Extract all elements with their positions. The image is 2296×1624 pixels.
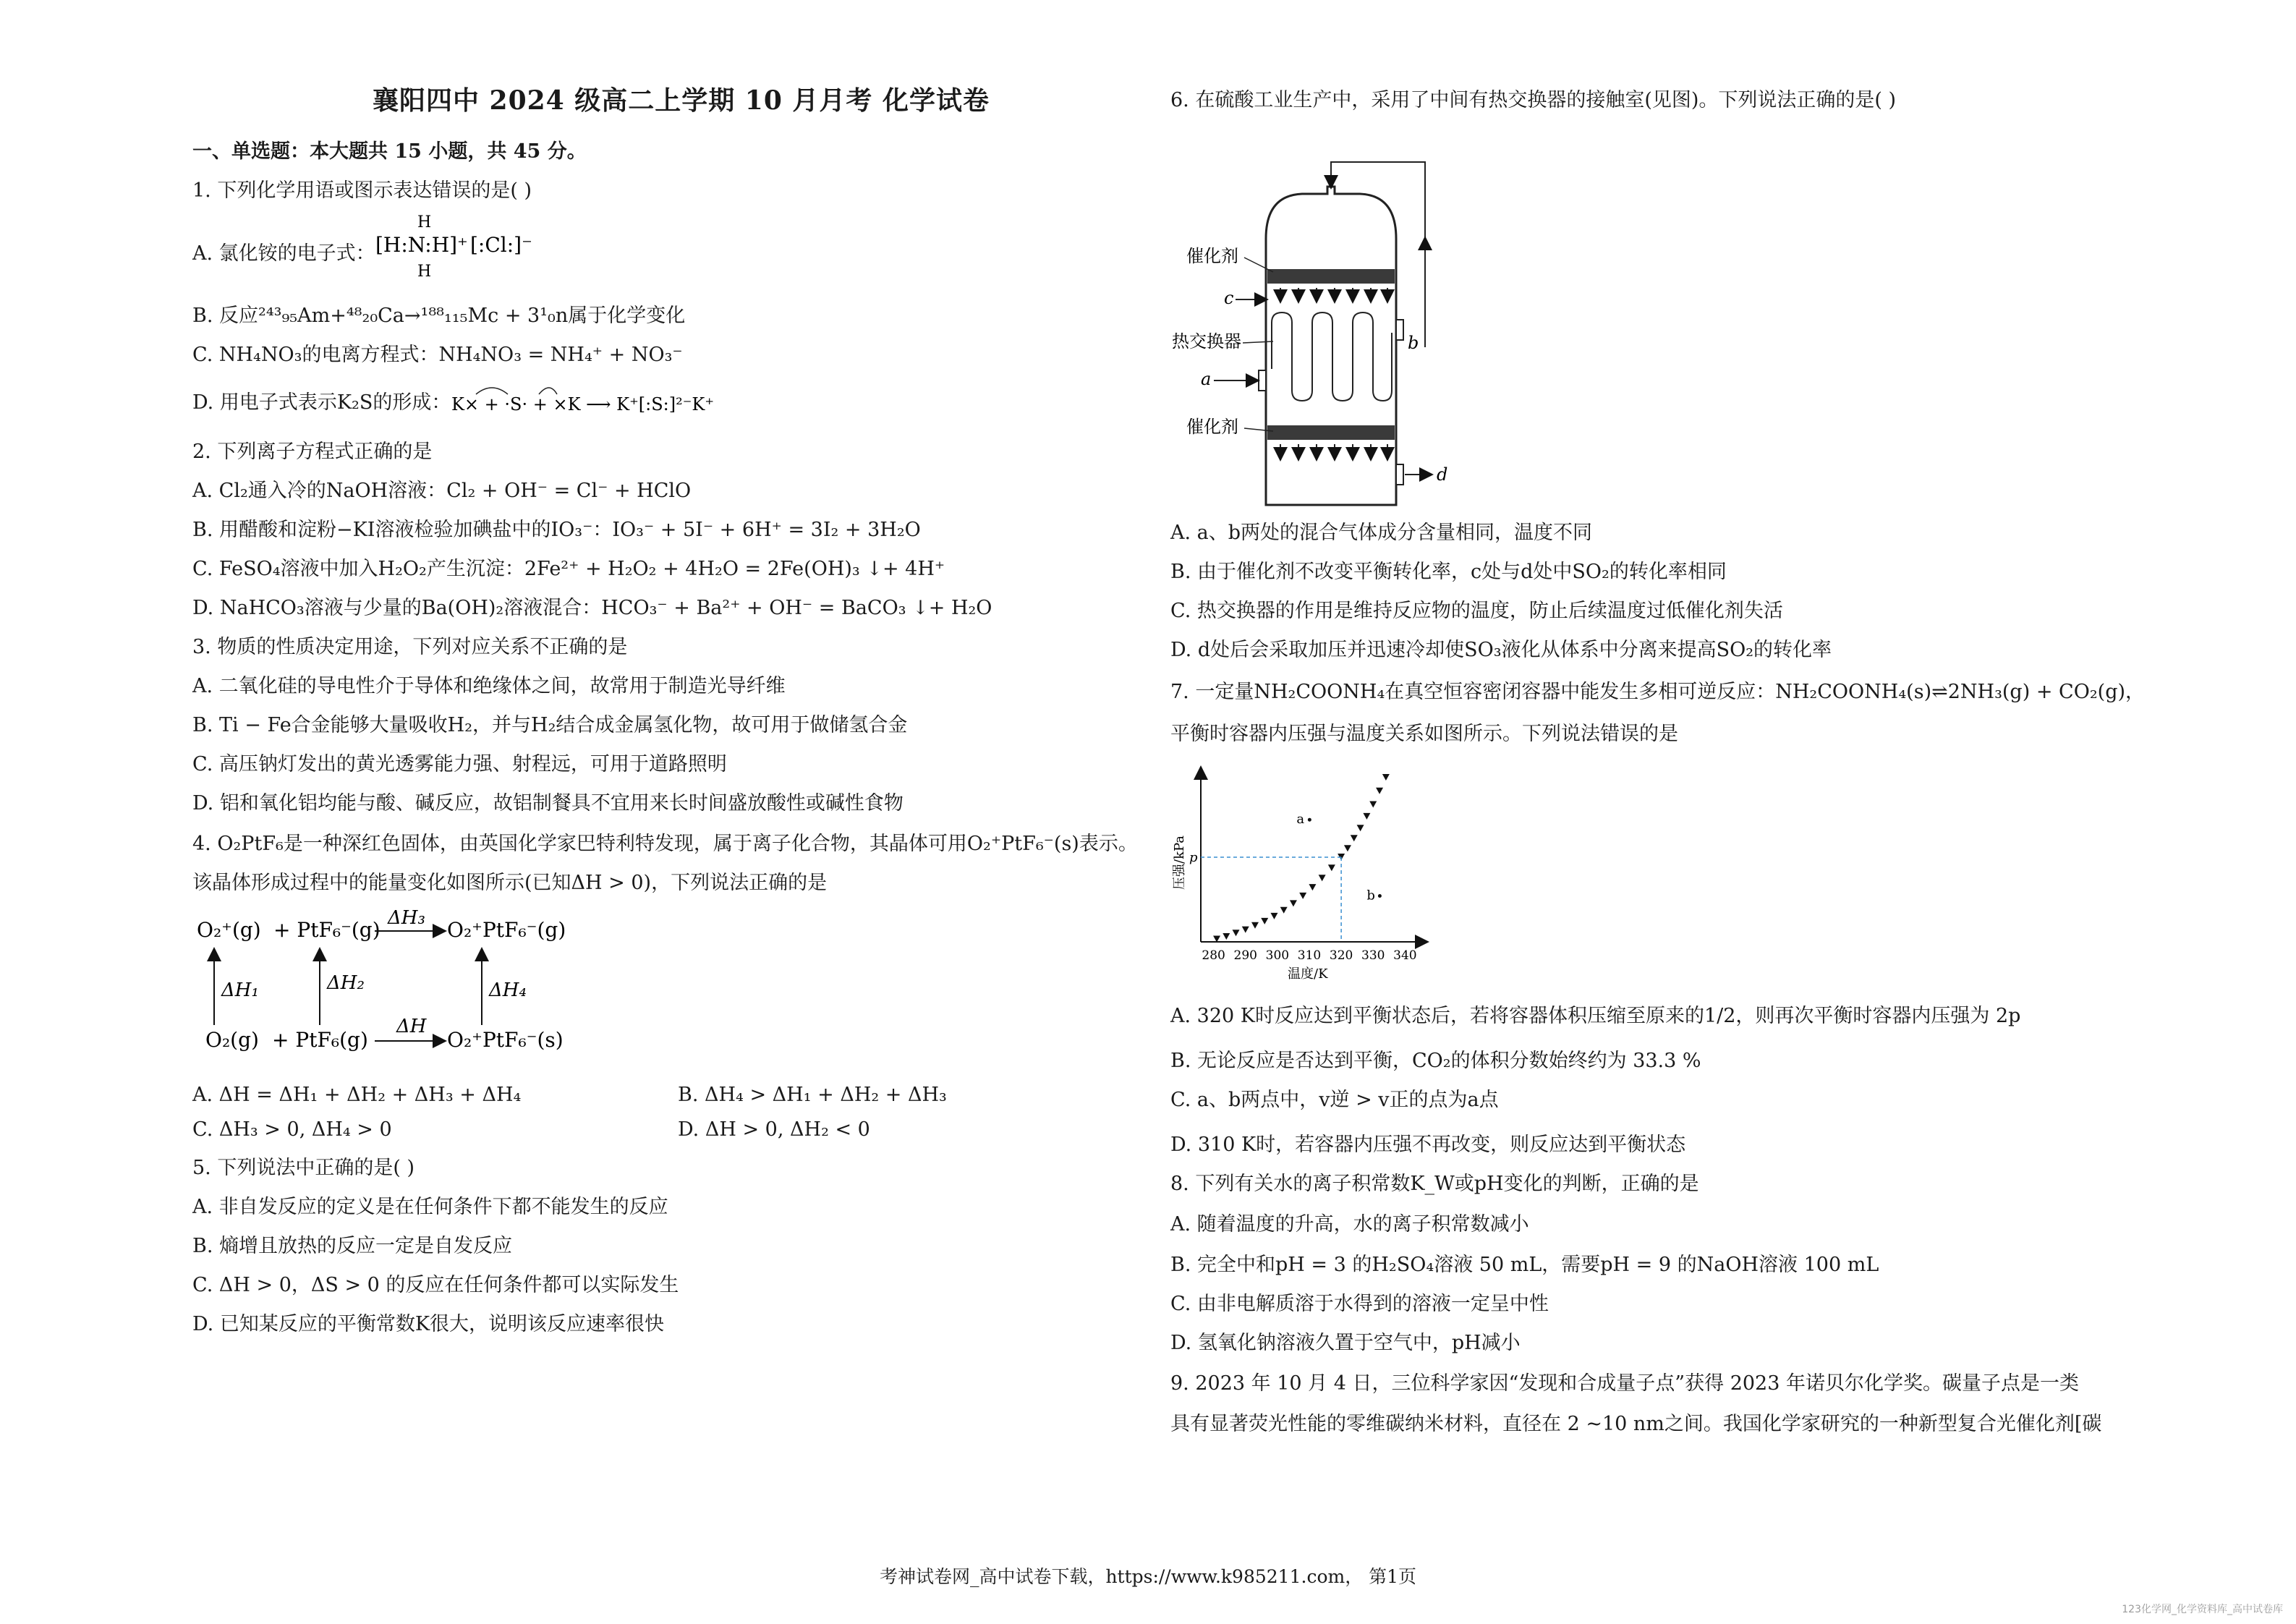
q6-stem: 6. 在硫酸工业生产中，采用了中间有热交换器的接触室(见图)。下列说法正确的是( ) bbox=[1170, 89, 1897, 111]
q7-option-c: C. a、b两点中，v逆 > v正的点为a点 bbox=[1170, 1089, 1499, 1111]
q2-stem: 2. 下列离子方程式正确的是 bbox=[192, 441, 433, 463]
heat-exchanger-coil bbox=[1272, 313, 1392, 401]
data-point bbox=[1351, 835, 1358, 841]
q4-stem-2: 该晶体形成过程中的能量变化如图所示(已知ΔH > 0)，下列说法正确的是 bbox=[192, 872, 828, 894]
x-tick-label: 300 bbox=[1265, 948, 1290, 963]
data-point bbox=[1270, 913, 1277, 919]
k2s-equation: K× + ·S· + ×K ⟶ K⁺[:S:]²⁻K⁺ bbox=[451, 394, 714, 414]
q4-stem-1: 4. O₂PtF₆是一种深红色固体，由英国化学家巴特利特发现，属于离子化合物，其晶体可用O₂⁺PtF₆⁻(s)表示。 bbox=[192, 833, 1138, 855]
label-dh: ΔH bbox=[396, 1016, 427, 1037]
q2-option-d: D. NaHCO₃溶液与少量的Ba(OH)₂溶液混合：HCO₃⁻ + Ba²⁺ + OH⁻ = BaCO₃ ↓+ H₂O bbox=[192, 597, 992, 619]
q6-option-c: C. 热交换器的作用是维持反应物的温度，防止后续温度过低催化剂失活 bbox=[1170, 600, 1783, 622]
flow-arrows-bottom bbox=[1280, 444, 1387, 459]
data-point bbox=[1328, 864, 1335, 871]
port-b bbox=[1396, 320, 1403, 340]
label-dh2: ΔH₂ bbox=[327, 972, 365, 994]
heat-exchanger-label: 热交换器 bbox=[1172, 331, 1241, 352]
watermark: 123化学网_化学资料库_高中试卷库 bbox=[2122, 1604, 2283, 1615]
catalyst-label-bottom: 催化剂 bbox=[1186, 417, 1238, 437]
q8-option-b: B. 完全中和pH = 3 的H₂SO₄溶液 50 mL，需要pH = 9 的NaOH溶液 100 mL bbox=[1170, 1254, 1879, 1276]
q5-option-c: C. ΔH > 0，ΔS > 0 的反应在任何条件都可以实际发生 bbox=[192, 1274, 679, 1296]
port-a bbox=[1259, 370, 1266, 391]
pressure-temperature-chart bbox=[1165, 760, 1432, 984]
q2-option-c: C. FeSO₄溶液中加入H₂O₂产生沉淀：2Fe²⁺ + H₂O₂ + 4H₂O = 2Fe(OH)₃ ↓+ 4H⁺ bbox=[192, 558, 945, 580]
q6-option-b: B. 由于催化剂不改变平衡转化率，c处与d处中SO₂的转化率相同 bbox=[1170, 561, 1727, 583]
data-point bbox=[1242, 927, 1249, 933]
q6-option-a: A. a、b两处的混合气体成分含量相同，温度不同 bbox=[1170, 522, 1593, 544]
annotation-dot bbox=[1378, 894, 1382, 898]
formula-h-bottom: H bbox=[417, 263, 432, 281]
x-tick-label: 310 bbox=[1297, 948, 1322, 963]
data-point bbox=[1344, 845, 1351, 851]
flow-arrows-top bbox=[1280, 288, 1387, 301]
q8-stem: 8. 下列有关水的离子积常数K_W或pH变化的判断，正确的是 bbox=[1170, 1173, 1699, 1195]
q3-option-c: C. 高压钠灯发出的黄光透雾能力强、射程远，可用于道路照明 bbox=[192, 753, 727, 775]
data-point bbox=[1290, 900, 1297, 906]
port-d bbox=[1396, 464, 1403, 485]
q1-option-a: A. 氯化铵的电子式： bbox=[192, 242, 375, 265]
q1-stem: 1. 下列化学用语或图示表达错误的是( ) bbox=[192, 179, 532, 202]
data-point bbox=[1369, 801, 1377, 807]
q5-stem: 5. 下列说法中正确的是( ) bbox=[192, 1157, 414, 1179]
catalyst-pointer-top bbox=[1244, 258, 1273, 272]
q4-option-d: D. ΔH > 0, ΔH₂ < 0 bbox=[678, 1118, 870, 1141]
q2-option-b: B. 用醋酸和淀粉−KI溶液检验加碘盐中的IO₃⁻：IO₃⁻ + 5I⁻ + 6H⁺ = 3I₂ + 3H₂O bbox=[192, 519, 921, 541]
q4-option-b: B. ΔH₄ > ΔH₁ + ΔH₂ + ΔH₃ bbox=[678, 1084, 947, 1106]
y-tick-p: p bbox=[1189, 850, 1198, 865]
catalyst-bed-bottom bbox=[1267, 425, 1395, 440]
data-point bbox=[1309, 884, 1316, 890]
label-a: a bbox=[1201, 369, 1212, 389]
energy-cycle-diagram bbox=[192, 908, 583, 1067]
q7-option-d: D. 310 K时，若容器内压强不再改变，则反应达到平衡状态 bbox=[1170, 1134, 1686, 1156]
q8-option-d: D. 氢氧化钠溶液久置于空气中，pH减小 bbox=[1170, 1332, 1521, 1354]
q9-stem-1: 9. 2023 年 10 月 4 日，三位科学家因“发现和合成量子点”获得 2023 年诺贝尔化学奖。碳量子点是一类 bbox=[1170, 1372, 2079, 1395]
q6-option-d: D. d处后会采取加压并迅速冷却使SO₃液化从体系中分离来提高SO₂的转化率 bbox=[1170, 639, 1832, 661]
energy-bottom-salt: O₂⁺PtF₆⁻(s) bbox=[447, 1028, 564, 1052]
section-heading: 一、单选题：本大题共 15 小题，共 45 分。 bbox=[192, 140, 587, 163]
ammonium-chloride-formula bbox=[373, 211, 546, 284]
label-c: c bbox=[1224, 288, 1234, 308]
data-point bbox=[1376, 788, 1383, 794]
data-point bbox=[1261, 918, 1268, 924]
data-points bbox=[1201, 774, 1390, 942]
q3-stem: 3. 物质的性质决定用途，下列对应关系不正确的是 bbox=[192, 636, 628, 658]
x-tick-label: 330 bbox=[1361, 948, 1385, 963]
q7-option-b: B. 无论反应是否达到平衡，CO₂的体积分数始终约为 33.3 % bbox=[1170, 1050, 1701, 1072]
catalyst-label-top: 催化剂 bbox=[1186, 246, 1238, 266]
q4-option-a: A. ΔH = ΔH₁ + ΔH₂ + ΔH₃ + ΔH₄ bbox=[192, 1084, 522, 1106]
energy-bottom-o2: O₂(g) bbox=[205, 1028, 259, 1052]
page-title: 襄阳四中 2024 级高二上学期 10 月月考 化学试卷 bbox=[373, 85, 990, 116]
q9-stem-2: 具有显著荧光性能的零维碳纳米材料，直径在 2 ~10 nm之间。我国化学家研究的一种新型复合光催化剂[碳 bbox=[1170, 1413, 2102, 1435]
page-footer: 考神试卷网_高中试卷下载，https://www.k985211.com， 第1页 bbox=[879, 1566, 1417, 1587]
q5-option-a: A. 非自发反应的定义是在任何条件下都不能发生的反应 bbox=[192, 1196, 668, 1218]
formula-chloride: [:Cl:]⁻ bbox=[470, 233, 532, 257]
annotation-b: b bbox=[1366, 888, 1375, 904]
q5-option-b: B. 熵增且放热的反应一定是自发反应 bbox=[192, 1235, 513, 1257]
data-point bbox=[1319, 875, 1326, 881]
vessel-outline bbox=[1266, 187, 1396, 505]
q1-option-c: C. NH₄NO₃的电离方程式：NH₄NO₃ = NH₄⁺ + NO₃⁻ bbox=[192, 344, 683, 366]
k2s-formation-diagram bbox=[448, 380, 738, 423]
reactor-diagram bbox=[1157, 152, 1461, 514]
label-dh4: ΔH₄ bbox=[489, 979, 527, 1001]
energy-top-o2: O₂⁺(g) bbox=[197, 918, 261, 942]
q2-option-a: A. Cl₂通入冷的NaOH溶液：Cl₂ + OH⁻ = Cl⁻ + HClO bbox=[192, 480, 692, 502]
q7-option-a: A. 320 K时反应达到平衡状态后，若将容器体积压缩至原来的1/2，则再次平衡时容器内压强为 2p bbox=[1170, 1005, 2021, 1027]
q8-option-c: C. 由非电解质溶于水得到的溶液一定呈中性 bbox=[1170, 1293, 1549, 1315]
x-tick-label: 340 bbox=[1393, 948, 1417, 963]
data-point bbox=[1299, 893, 1306, 899]
annotation-dot bbox=[1308, 818, 1311, 822]
data-point bbox=[1280, 907, 1288, 914]
q1-option-d: D. 用电子式表示K₂S的形成： bbox=[192, 391, 451, 414]
heat-exchanger-pointer bbox=[1243, 341, 1273, 343]
q1-option-b: B. 反应²⁴³₉₅Am+⁴⁸₂₀Ca→¹⁸⁸₁₁₅Mc + 3¹₀n属于化学变化 bbox=[192, 305, 686, 327]
data-point bbox=[1233, 930, 1240, 936]
data-point bbox=[1223, 933, 1230, 940]
data-point bbox=[1251, 922, 1259, 929]
q4-option-c: C. ΔH₃ > 0, ΔH₄ > 0 bbox=[192, 1118, 392, 1141]
q5-option-d: D. 已知某反应的平衡常数K很大，说明该反应速率很快 bbox=[192, 1313, 665, 1335]
catalyst-bed-top bbox=[1267, 269, 1395, 284]
annotation-a: a bbox=[1296, 812, 1305, 828]
x-tick-labels bbox=[1202, 948, 1416, 963]
q3-option-d: D. 铝和氧化铝均能与酸、碱反应，故铝制餐具不宜用来长时间盛放酸性或碱性食物 bbox=[192, 792, 903, 815]
q8-option-a: A. 随着温度的升高，水的离子积常数减小 bbox=[1170, 1213, 1529, 1236]
x-tick-label: 320 bbox=[1329, 948, 1353, 963]
y-axis-label: 压强/kPa bbox=[1172, 835, 1187, 890]
data-point bbox=[1363, 813, 1370, 820]
data-point bbox=[1357, 825, 1364, 831]
label-dh1: ΔH₁ bbox=[221, 979, 259, 1001]
data-point bbox=[1382, 774, 1390, 781]
x-tick-label: 290 bbox=[1233, 948, 1257, 963]
x-axis-label: 温度/K bbox=[1288, 966, 1328, 982]
recycle-pipe bbox=[1331, 162, 1425, 347]
formula-ammonium: [H:N:H]⁺ bbox=[375, 233, 468, 257]
formula-h-top: H bbox=[417, 213, 432, 231]
label-b: b bbox=[1408, 333, 1419, 353]
q3-option-b: B. Ti − Fe合金能够大量吸收H₂，并与H₂结合成金属氢化物，故可用于做储氢合金 bbox=[192, 714, 908, 736]
q3-option-a: A. 二氧化硅的导电性介于导体和绝缘体之间，故常用于制造光导纤维 bbox=[192, 675, 786, 697]
label-d: d bbox=[1437, 464, 1448, 485]
label-dh3: ΔH₃ bbox=[388, 908, 425, 929]
q7-stem-2: 平衡时容器内压强与温度关系如图所示。下列说法错误的是 bbox=[1170, 723, 1678, 745]
x-tick-label: 280 bbox=[1202, 948, 1225, 963]
energy-bottom-ptf6: + PtF₆(g) bbox=[272, 1028, 368, 1052]
energy-top-ptf6: + PtF₆⁻(g) bbox=[273, 918, 380, 942]
q7-stem-1: 7. 一定量NH₂COONH₄在真空恒容密闭容器中能发生多相可逆反应：NH₂COONH₄(s)⇌2NH₃(g) + CO₂(g)， bbox=[1170, 681, 2146, 703]
energy-top-salt: O₂⁺PtF₆⁻(g) bbox=[447, 918, 566, 942]
